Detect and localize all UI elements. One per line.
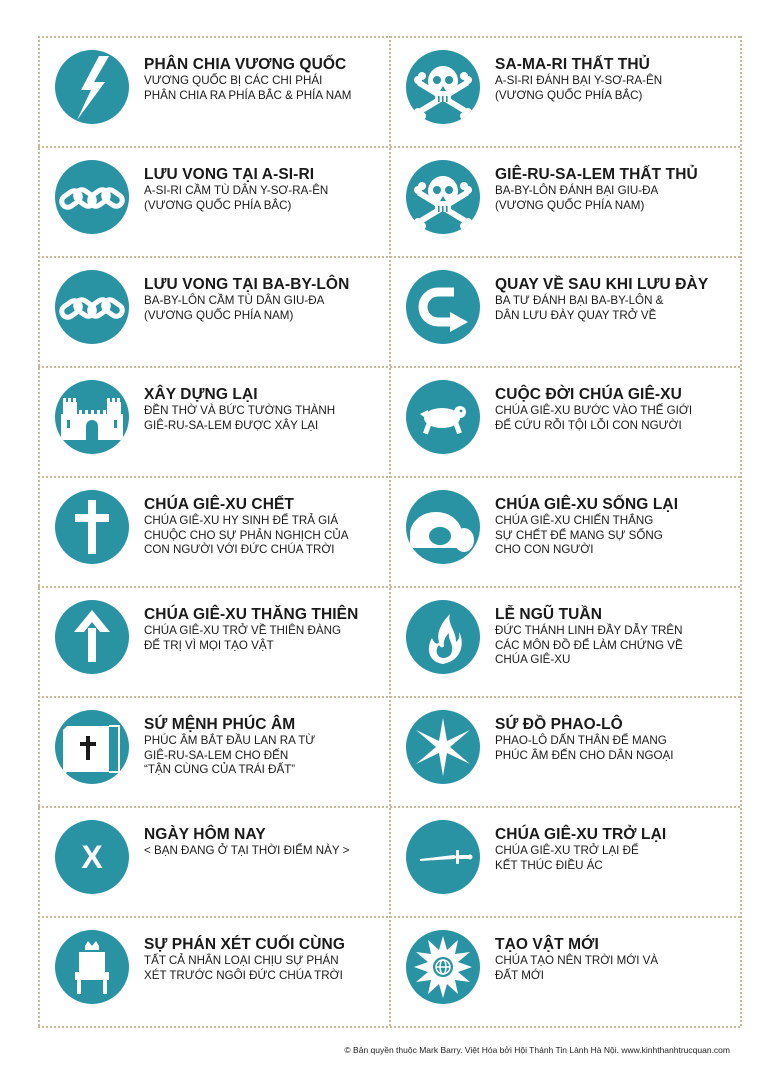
timeline-card [38,256,388,366]
card-description: A-SI-RI ĐÁNH BẠI Y-SƠ-RA-ÊN (VƯƠNG QUỐC PHÍA BẮC) [495,74,663,102]
card-title: GIÊ-RU-SA-LEM THẤT THỦ [495,166,698,183]
timeline-card [38,36,388,146]
card-text [144,166,389,213]
card-text [495,826,740,873]
timeline-card [38,806,388,916]
card-text [495,56,740,103]
card-title: QUAY VỀ SAU KHI LƯU ĐÀY [495,276,709,293]
card-text [144,496,389,558]
empty-tomb-icon [406,490,480,564]
card-text [144,56,389,103]
card-text [144,716,389,778]
card-description: PHÚC ÂM BẮT ĐẦU LAN RA TỪ GIÊ-RU-SA-LEM CHO ĐẾN “TẬN CÙNG CỦA TRÁI ĐẤT” [144,734,316,776]
u-turn-arrow-icon [406,270,480,344]
card-text [495,936,740,983]
timeline-card [389,586,739,696]
skull-crossbones-icon [406,160,480,234]
x-mark-icon [55,820,129,894]
timeline-card [389,916,739,1026]
timeline-card [389,696,739,806]
timeline-card [389,476,739,586]
card-title: CHÚA GIÊ-XU TRỞ LẠI [495,826,667,843]
card-title: SA-MA-RI THẤT THỦ [495,56,650,73]
copyright-footer: © Bản quyền thuộc Mark Barry. Việt Hóa bởi Hội Thánh Tin Lành Hà Nội. www.kinhthanhtrucquan.com [344,1045,730,1055]
card-text [144,386,389,433]
city-wall-icon [55,380,129,454]
card-text [495,716,740,763]
bible-icon [55,710,129,784]
divider-horizontal [38,1026,740,1028]
card-description: CHÚA TẠO NÊN TRỜI MỚI VÀ ĐẤT MỚI [495,954,659,982]
card-title: TẠO VẬT MỚI [495,936,599,953]
sword-icon [406,820,480,894]
new-world-icon [406,930,480,1004]
timeline-card [38,146,388,256]
card-description: CHÚA GIÊ-XU CHIẾN THẮNG SỰ CHẾT ĐỂ MANG SỰ SỐNG CHO CON NGƯỜI [495,514,663,556]
card-title: CHÚA GIÊ-XU SỐNG LẠI [495,496,679,513]
card-description: CHÚA GIÊ-XU BƯỚC VÀO THẾ GIỚI ĐỂ CỨU RỖI TỘI LỖI CON NGƯỜI [495,404,693,432]
card-text [144,276,389,323]
card-description: ĐỀN THỜ VÀ BỨC TƯỜNG THÀNH GIÊ-RU-SA-LEM ĐƯỢC XÂY LẠI [144,404,336,432]
card-description: BA-BY-LÔN CẦM TÙ DÂN GIU-ĐA (VƯƠNG QUỐC PHÍA NAM) [144,294,325,322]
card-title: LƯU VONG TẠI A-SI-RI [144,166,315,183]
card-description: CHÚA GIÊ-XU TRỞ VỀ THIÊN ĐÀNG ĐỂ TRỊ VÌ MỌI TẠO VẬT [144,624,341,652]
throne-icon [55,930,129,1004]
divider-vertical [740,36,742,1026]
card-title: CHÚA GIÊ-XU CHẾT [144,496,295,513]
arrow-up-icon [55,600,129,674]
card-text [144,936,389,983]
lightning-icon [55,50,129,124]
chain-icon [55,160,129,234]
card-description: VƯƠNG QUỐC BỊ CÁC CHI PHÁI PHÂN CHIA RA PHÍA BẮC & PHÍA NAM [144,74,352,102]
card-description: BA TƯ ĐÁNH BẠI BA-BY-LÔN & DÂN LƯU ĐÀY QUAY TRỞ VỀ [495,294,664,322]
card-text [495,166,740,213]
manger-lamb-icon [406,380,480,454]
card-description: CHÚA GIÊ-XU TRỞ LẠI ĐỂ KẾT THÚC ĐIỀU ÁC [495,844,639,872]
timeline-card [38,696,388,806]
card-text [144,826,389,859]
skull-crossbones-icon [406,50,480,124]
card-title: SỰ PHÁN XÉT CUỐI CÙNG [144,936,345,953]
timeline-card [389,256,739,366]
card-text [144,606,389,653]
card-text [495,386,740,433]
card-title: XÂY DỰNG LẠI [144,386,258,403]
card-title: CHÚA GIÊ-XU THĂNG THIÊN [144,606,359,623]
compass-star-icon [406,710,480,784]
svg-text:X: X [81,839,103,875]
cross-icon [55,490,129,564]
card-title: PHÂN CHIA VƯƠNG QUỐC [144,56,347,73]
timeline-card [389,806,739,916]
card-text [495,606,740,668]
card-title: LỄ NGŨ TUẦN [495,606,603,623]
card-title: CUỘC ĐỜI CHÚA GIÊ-XU [495,386,682,403]
card-text [495,276,740,323]
timeline-card [38,916,388,1026]
card-description: A-SI-RI CẦM TÙ DÂN Y-SƠ-RA-ÊN (VƯƠNG QUỐC PHÍA BẮC) [144,184,329,212]
chain-icon [55,270,129,344]
timeline-card [38,586,388,696]
card-title: LƯU VONG TẠI BA-BY-LÔN [144,276,350,293]
timeline-card [389,36,739,146]
card-description: < BẠN ĐANG Ở TẠI THỜI ĐIỂM NÀY > [144,844,350,857]
timeline-card [389,146,739,256]
card-text [495,496,740,558]
flame-icon [406,600,480,674]
card-title: SỨ MỆNH PHÚC ÂM [144,716,296,733]
card-title: NGÀY HÔM NAY [144,826,266,843]
timeline-card [389,366,739,476]
card-description: TẤT CẢ NHÂN LOẠI CHỊU SỰ PHÁN XÉT TRƯỚC NGÔI ĐỨC CHÚA TRỜI [144,954,343,982]
timeline-card [38,476,388,586]
card-description: CHÚA GIÊ-XU HY SINH ĐỂ TRẢ GIÁ CHUỘC CHO SỰ PHẢN NGHỊCH CỦA CON NGƯỜI VỚI ĐỨC CHÚA TRỜI [144,514,349,556]
card-description: PHAO-LÔ DẤN THÂN ĐỂ MANG PHÚC ÂM ĐẾN CHO DÂN NGOẠI [495,734,674,762]
card-title: SỨ ĐỒ PHAO-LÔ [495,716,623,733]
card-description: BA-BY-LÔN ĐÁNH BẠI GIU-ĐA (VƯƠNG QUỐC PHÍA NAM) [495,184,659,212]
timeline-card [38,366,388,476]
card-description: ĐỨC THÁNH LINH ĐẦY DẪY TRÊN CÁC MÔN ĐỒ ĐỂ LÀM CHỨNG VỀ CHÚA GIÊ-XU [495,624,683,666]
